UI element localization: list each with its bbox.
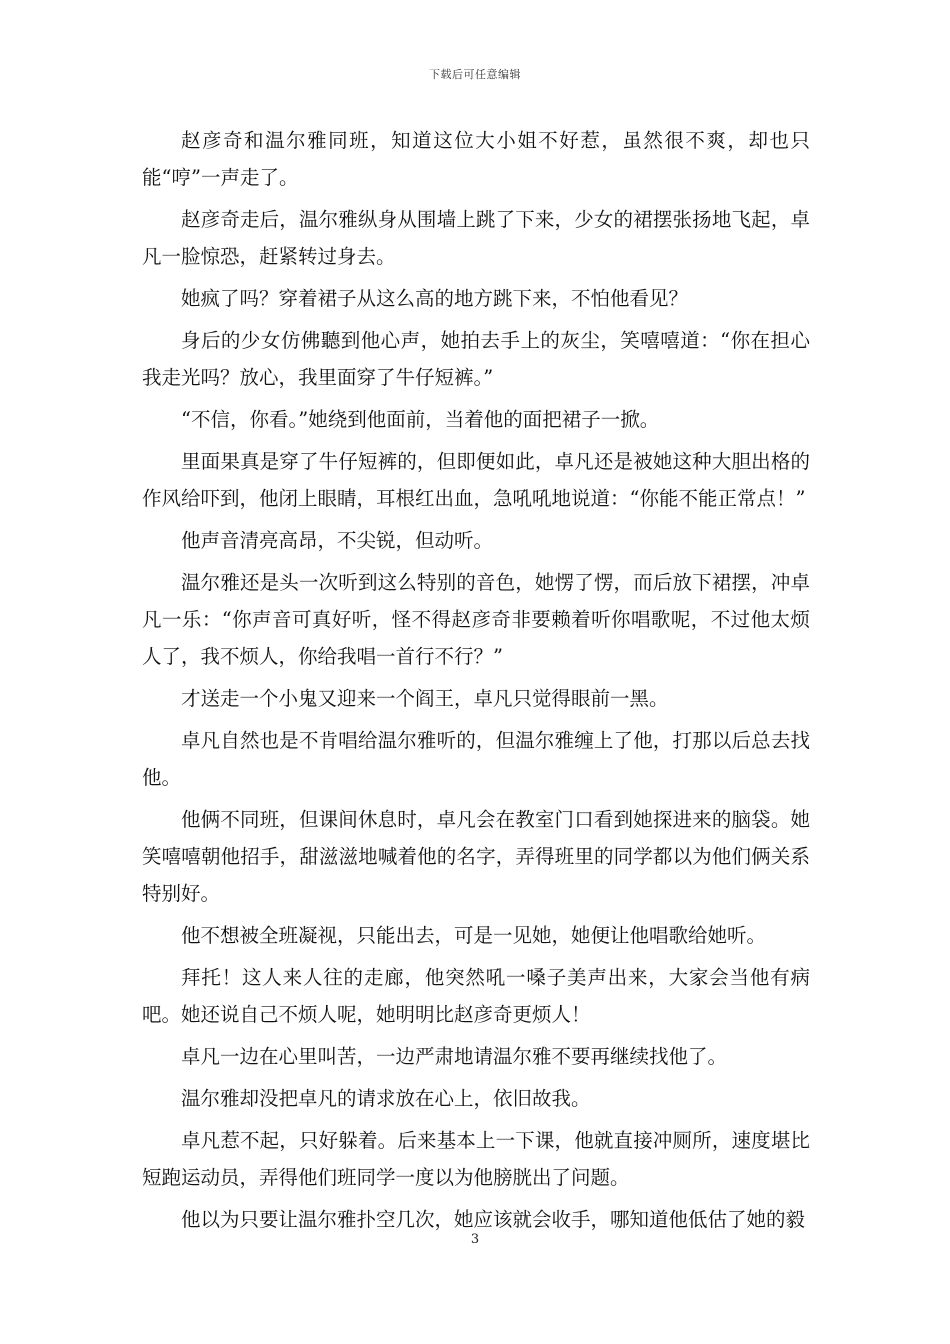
paragraph: 她疯了吗？穿着裙子从这么高的地方跳下来，不怕他看见？ xyxy=(181,287,689,310)
paragraph: “不信，你看。”她绕到他面前，当着他的面把裙子一掀。 xyxy=(181,408,660,431)
paragraph: 他不想被全班凝视，只能出去，可是一见她，她便让他唱歌给她听。 xyxy=(181,924,767,947)
paragraph: 里面果真是穿了牛仔短裤的，但即便如此，卓凡还是被她这种大胆出格的作风给吓到，他闭上眼睛，耳根红出血，急吼吼地说道：“你能不能正常点！” xyxy=(142,450,810,510)
paragraph: 身后的少女仿佛聽到他心声，她拍去手上的灰尘，笑嘻嘻道：“你在担心我走光吗？放心，我里面穿了牛仔短裤。” xyxy=(142,329,810,389)
paragraph: 赵彦奇走后，温尔雅纵身从围墙上跳了下来，少女的裙摆张扬地飞起，卓凡一脸惊恐，赶紧转过身去。 xyxy=(142,208,810,268)
paragraph: 才送走一个小鬼又迎来一个阎王，卓凡只觉得眼前一黑。 xyxy=(181,687,669,710)
paragraph: 温尔雅却没把卓凡的请求放在心上，依旧故我。 xyxy=(181,1087,591,1110)
paragraph: 他俩不同班，但课间休息时，卓凡会在教室门口看到她探进来的脑袋。她笑嘻嘻朝他招手，甜滋滋地喊着他的名字，弄得班里的同学都以为他们俩关系特别好。 xyxy=(142,808,810,905)
paragraph: 温尔雅还是头一次听到这么特别的音色，她愣了愣，而后放下裙摆，冲卓凡一乐：“你声音可真好听，怪不得赵彦奇非要赖着听你唱歌呢，不过他太烦人了，我不烦人，你给我唱一首行不行？” xyxy=(142,571,810,668)
paragraph: 他以为只要让温尔雅扑空几次，她应该就会收手，哪知道他低估了她的毅 xyxy=(181,1208,806,1231)
paragraph: 卓凡一边在心里叫苦，一边严肃地请温尔雅不要再继续找他了。 xyxy=(181,1045,728,1068)
paragraph: 卓凡惹不起，只好躲着。后来基本上一下课，他就直接冲厕所，速度堪比短跑运动员，弄得他们班同学一度以为他膀胱出了问题。 xyxy=(142,1129,810,1189)
paragraph: 他声音清亮高昂，不尖锐，但动听。 xyxy=(181,529,494,552)
page-number: 3 xyxy=(470,1232,480,1247)
paragraph: 赵彦奇和温尔雅同班，知道这位大小姐不好惹，虽然很不爽，却也只能“哼”一声走了。 xyxy=(142,129,810,189)
page-header-note: 下载后可任意编辑 xyxy=(429,68,521,81)
paragraph: 拜托！这人来人往的走廊，他突然吼一嗓子美声出来，大家会当他有病吧。她还说自己不烦人呢，她明明比赵彦奇更烦人！ xyxy=(142,966,810,1026)
paragraph: 卓凡自然也是不肯唱给温尔雅听的，但温尔雅缠上了他，打那以后总去找他。 xyxy=(142,729,810,789)
body-text xyxy=(142,122,810,1243)
